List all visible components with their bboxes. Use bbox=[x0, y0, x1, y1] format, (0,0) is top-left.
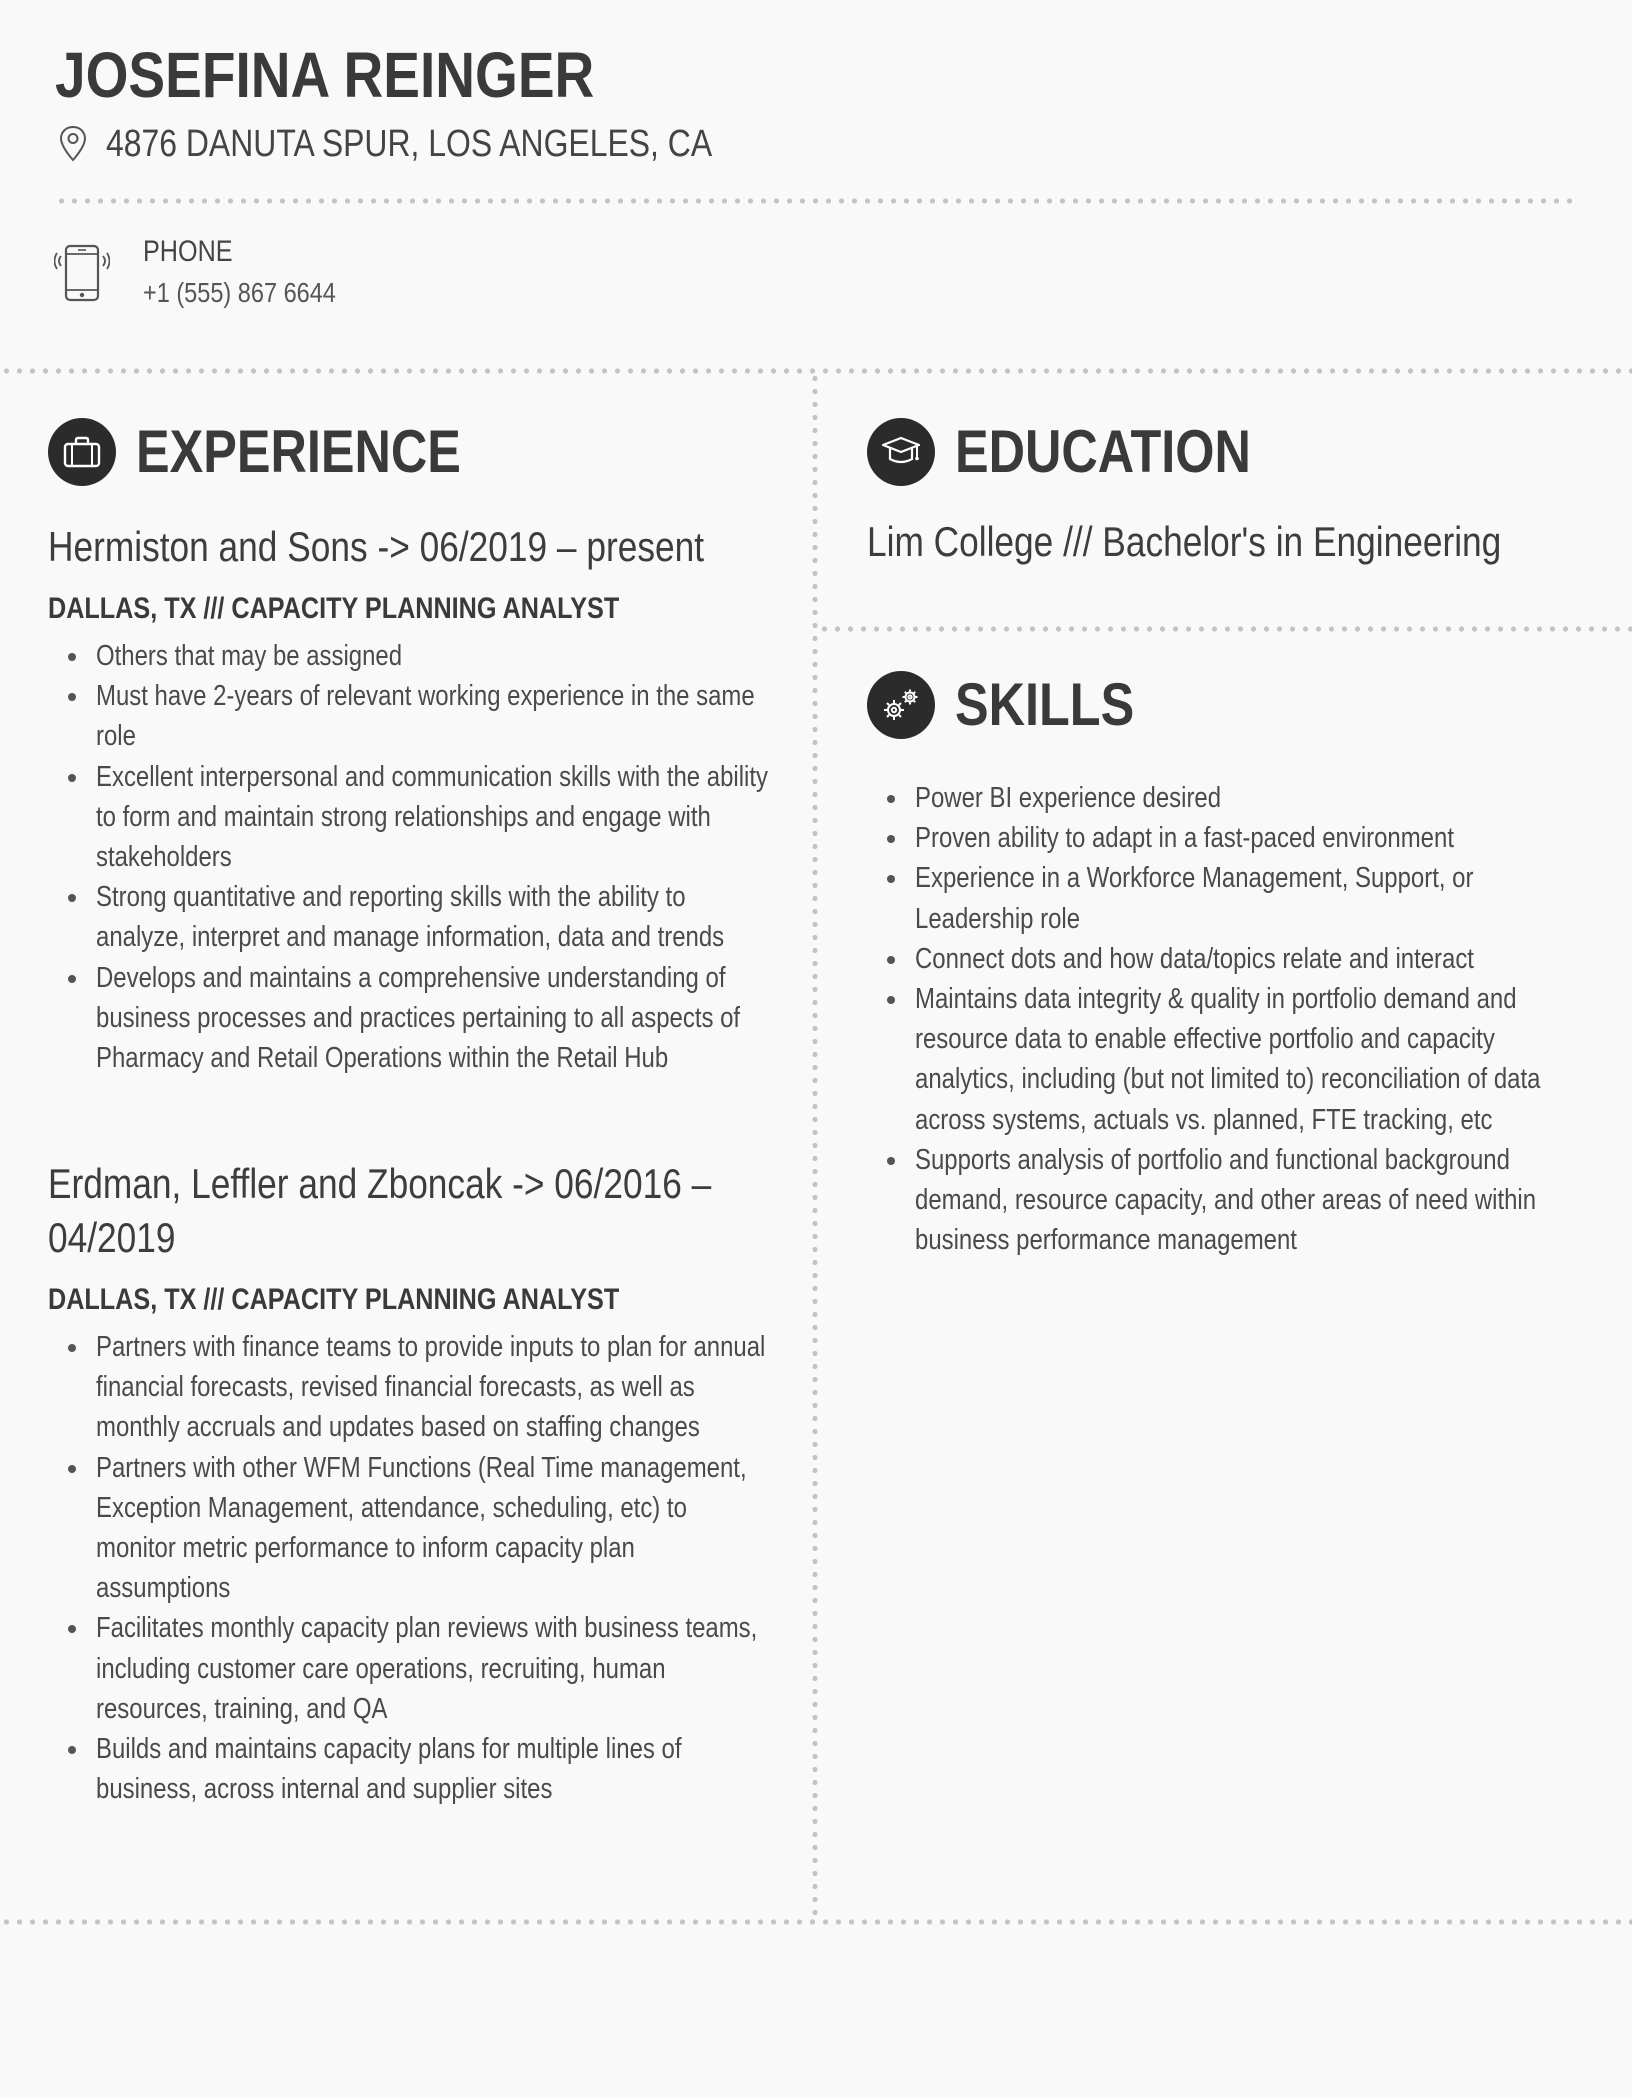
experience-icon-circle bbox=[48, 418, 116, 486]
list-item: Partners with finance teams to provide inputs to plan for annual financial forecasts, revised financial forecasts, as well as monthly accruals and updates based on staffing changes bbox=[48, 1327, 773, 1448]
list-item: Builds and maintains capacity plans for multiple lines of business, across internal and supplier sites bbox=[48, 1729, 773, 1809]
job-subheading: DALLAS, TX /// CAPACITY PLANNING ANALYST bbox=[48, 1283, 620, 1316]
skills-title: SKILLS bbox=[955, 671, 1135, 738]
skills-icon-circle bbox=[867, 671, 935, 739]
phone-value: +1 (555) 867 6644 bbox=[143, 277, 336, 308]
list-item: Excellent interpersonal and communication skills with the ability to form and maintain strong relationships and engage with stakeholders bbox=[48, 757, 773, 878]
list-item: Power BI experience desired bbox=[867, 778, 1592, 818]
list-item: Partners with other WFM Functions (Real Time management, Exception Management, attendance, scheduling, etc) to monitor metric performance to inform capacity plan assumptions bbox=[48, 1448, 773, 1609]
job-bullets bbox=[48, 1327, 773, 1809]
experience-job-1 bbox=[48, 520, 773, 1078]
list-item: Facilitates monthly capacity plan reviews with business teams, including customer care operations, recruiting, human resources, training, and QA bbox=[48, 1608, 773, 1729]
education-header bbox=[867, 417, 1307, 486]
location-pin-icon bbox=[58, 125, 88, 163]
phone-icon bbox=[54, 243, 110, 303]
graduation-cap-icon bbox=[881, 435, 921, 469]
address-text: 4876 DANUTA SPUR, LOS ANGELES, CA bbox=[106, 122, 713, 165]
column-divider bbox=[812, 372, 818, 1917]
skills-header bbox=[867, 670, 1168, 739]
skills-list-container bbox=[867, 768, 1592, 1260]
job-subheading: DALLAS, TX /// CAPACITY PLANNING ANALYST bbox=[48, 592, 620, 625]
list-item: Experience in a Workforce Management, Support, or Leadership role bbox=[867, 858, 1592, 938]
header-divider bbox=[55, 198, 1580, 204]
address-row bbox=[58, 120, 828, 168]
experience-job-2 bbox=[48, 1157, 773, 1809]
experience-header bbox=[48, 417, 523, 486]
education-divider bbox=[818, 626, 1632, 632]
skills-list bbox=[867, 778, 1592, 1260]
list-item: Must have 2-years of relevant working experience in the same role bbox=[48, 676, 773, 756]
bottom-divider bbox=[0, 1919, 1632, 1925]
education-icon-circle bbox=[867, 418, 935, 486]
candidate-name: JOSEFINA REINGER bbox=[55, 39, 595, 111]
job-heading: Hermiston and Sons -> 06/2019 – present bbox=[48, 523, 705, 570]
list-item: Others that may be assigned bbox=[48, 636, 773, 676]
list-item: Supports analysis of portfolio and functional background demand, resource capacity, and other areas of need within business performance management bbox=[867, 1140, 1592, 1261]
education-title: EDUCATION bbox=[955, 418, 1251, 485]
job-heading: Erdman, Leffler and Zboncak -> 06/2016 – 04/2019 bbox=[48, 1160, 712, 1261]
education-entry: Lim College /// Bachelor's in Engineering bbox=[867, 518, 1502, 565]
list-item: Develops and maintains a comprehensive understanding of business processes and practices pertaining to all aspects of Pharmacy and Retail Operations within the Retail Hub bbox=[48, 958, 773, 1079]
experience-title: EXPERIENCE bbox=[136, 418, 461, 485]
phone-label: PHONE bbox=[143, 235, 233, 268]
briefcase-icon bbox=[63, 436, 101, 468]
list-item: Connect dots and how data/topics relate and interact bbox=[867, 939, 1592, 979]
job-bullets bbox=[48, 636, 773, 1078]
gears-icon bbox=[879, 685, 923, 725]
list-item: Maintains data integrity & quality in portfolio demand and resource data to enable effective portfolio and capacity analytics, including (but not limited to) reconciliation of data across systems, actuals vs. planned, FTE tracking, etc bbox=[867, 979, 1592, 1140]
list-item: Proven ability to adapt in a fast-paced environment bbox=[867, 818, 1592, 858]
list-item: Strong quantitative and reporting skills with the ability to analyze, interpret and manage information, data and trends bbox=[48, 877, 773, 957]
